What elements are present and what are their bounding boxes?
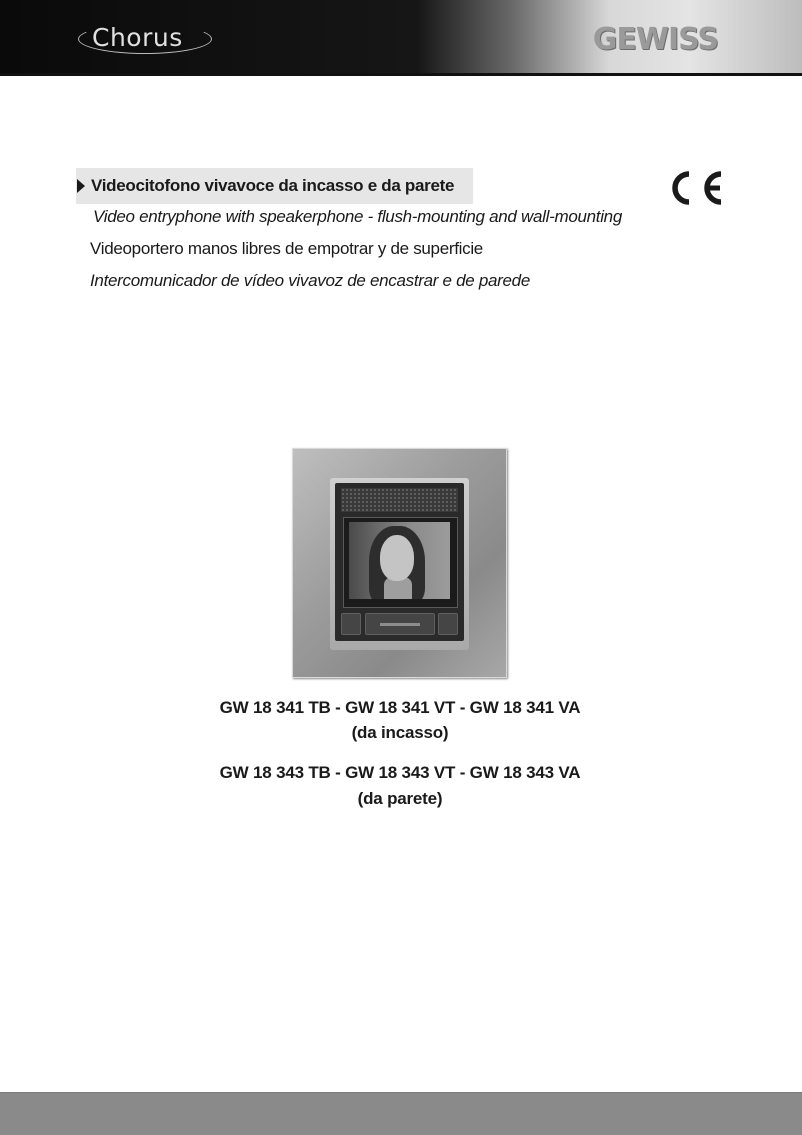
device-button-center — [365, 613, 435, 635]
device-button-left — [341, 613, 361, 635]
ce-mark-icon — [664, 168, 726, 208]
triangle-arrow-icon — [77, 179, 85, 193]
product-note-flush: (da incasso) — [351, 723, 449, 742]
device-button-row — [341, 613, 458, 635]
speaker-grille — [341, 488, 458, 512]
title-english: Video entryphone with speakerphone - flush-mounting and wall-mounting — [93, 207, 622, 226]
video-screen — [349, 522, 450, 599]
title-spanish: Videoportero manos libres de empotrar y de superficie — [90, 239, 483, 258]
device-button-right — [438, 613, 458, 635]
product-codes-flush: GW 18 341 TB - GW 18 341 VT - GW 18 341 VA — [219, 698, 581, 717]
chorus-logo — [78, 22, 214, 58]
product-codes-wall: GW 18 343 TB - GW 18 343 VT - GW 18 343 VA — [219, 763, 581, 782]
title-portuguese: Intercomunicador de vídeo vivavoz de encastrar e de parede — [90, 271, 530, 290]
screen-person-face — [380, 535, 414, 581]
gewiss-logo: GEWISS — [592, 22, 718, 57]
product-note-wall: (da parete) — [357, 789, 443, 808]
footer-bar — [0, 1092, 802, 1135]
chorus-logo-text: Chorus — [92, 23, 183, 52]
header-banner — [0, 0, 802, 76]
title-italian: Videocitofono vivavoce da incasso e da parete — [91, 176, 455, 195]
